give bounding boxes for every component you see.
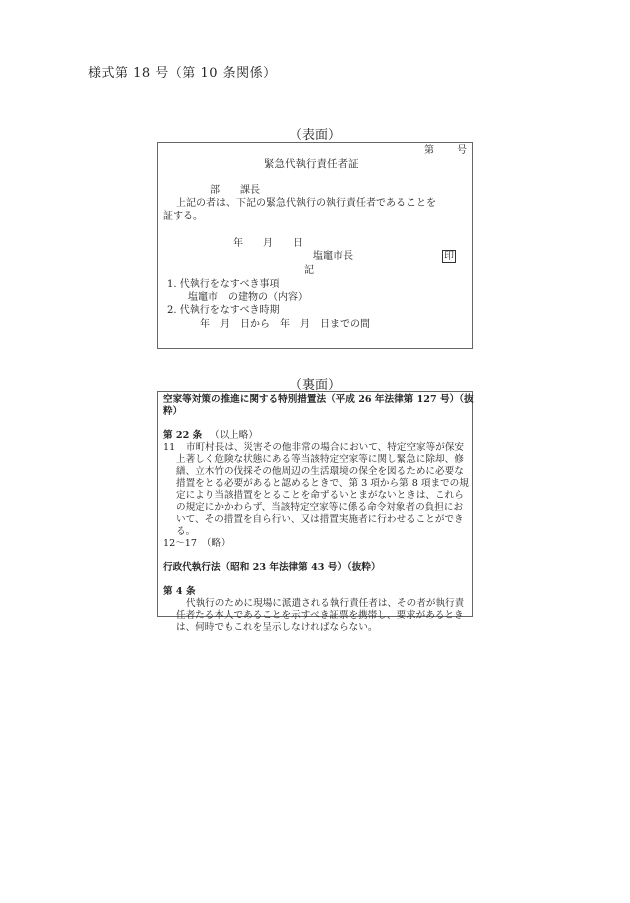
para11-number: 11	[163, 442, 176, 453]
seal-mark: 印	[444, 251, 454, 262]
para11-line: の規定にかかわらず、当該特定空家等に係る命令対象者の負担にお	[176, 502, 464, 513]
para11-line: 措置をとる必要があると認めるときで、第 3 項から第 8 項までの規	[176, 478, 469, 489]
item2-body: 年 月 日から 年 月 日までの間	[200, 319, 370, 330]
para11-line: 上著しく危険な状態にある等当該特定空家等に関し緊急に除却、修	[176, 454, 464, 465]
article4-line: 代執行のために現場に派遣される執行責任者は、その者が執行責	[186, 598, 465, 609]
certify-text-line1: 上記の者は、下記の緊急代執行の執行責任者であることを	[176, 198, 436, 209]
item1-title: 1. 代執行をなすべき事項	[167, 279, 280, 290]
para11-line: 定により当該措置をとることを命ずるいとまがないときは、これら	[176, 490, 464, 501]
article4-line: 任者たる本人であることを示すべき証票を携帯し、要求があるとき	[176, 610, 464, 621]
para11-line: 繕、立木竹の伐採その他周辺の生活環境の保全を図るために必要な	[176, 466, 464, 477]
certificate-front	[157, 142, 473, 349]
form-number: 様式第 18 号（第 10 条関係）	[88, 66, 277, 81]
law1-title-line1: 空家等対策の推進に関する特別措置法（平成 26 年法律第 127 号）（抜	[163, 394, 474, 405]
article22-heading: 第 22 条	[163, 430, 203, 441]
article4-heading: 第 4 条	[163, 586, 196, 597]
item2-title: 2. 代執行をなすべき時期	[167, 305, 280, 316]
certify-text-line2: 証する。	[163, 211, 203, 222]
number-suffix: 号	[457, 145, 467, 156]
issuer-name: 塩竈市長	[313, 251, 353, 262]
law2-title: 行政代執行法（昭和 23 年法律第 43 号）（抜粋）	[163, 562, 381, 573]
number-prefix: 第	[424, 145, 434, 156]
certificate-back	[157, 391, 474, 633]
law1-title-line2: 粋）	[163, 406, 183, 417]
article22-note: （以上略）	[210, 430, 258, 441]
issue-date: 年 月 日	[233, 238, 303, 249]
front-side-label: （表面）	[288, 128, 341, 143]
para11-line: いて、その措置を自ら行い、又は措置実施者に行わせることができ	[176, 514, 464, 525]
article4-line: は、何時でもこれを呈示しなければならない。	[176, 622, 378, 633]
item1-body: 塩竈市 の建物の（内容）	[188, 292, 308, 303]
department-line: 部 課長	[210, 185, 260, 196]
back-side-label: （裏面）	[288, 378, 341, 393]
ki-heading: 記	[304, 265, 314, 276]
para11-line: 市町村長は、災害その他非常の場合において、特定空家等が保安	[186, 442, 465, 453]
para12-17: 12～17 （略）	[163, 538, 231, 549]
para11-line: る。	[176, 526, 196, 537]
certificate-title: 緊急代執行責任者証	[264, 158, 359, 170]
